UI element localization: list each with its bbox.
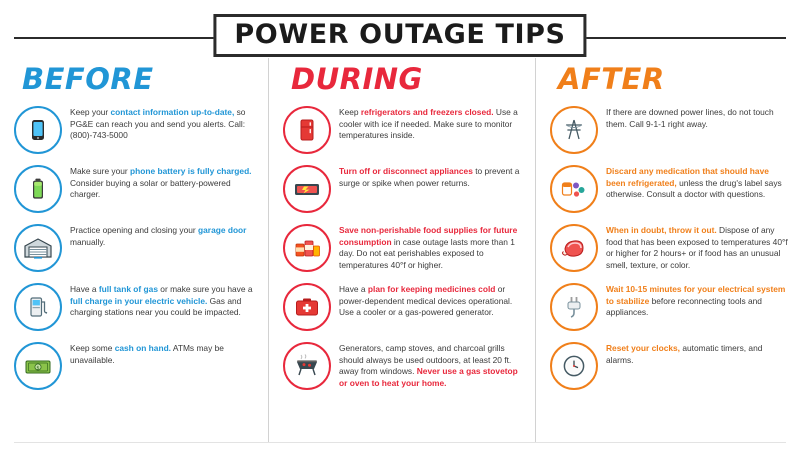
bbq-grill-icon <box>283 342 331 390</box>
tip-item <box>550 224 790 272</box>
tip-item <box>550 106 790 154</box>
tip-text: When in doubt, throw it out. Dispose of any food that has been exposed to temperatures 40°f or higher for 2 hours+ or if food has an unusual smell, texture, or color. <box>606 225 788 270</box>
cash-icon <box>14 342 62 390</box>
tip-text: Have a full tank of gas or make sure you have a full charge in your electric vehicle. Gas and charging stations near you could be impacted. <box>70 284 253 318</box>
tip-item <box>550 283 790 331</box>
canned-food-icon <box>283 224 331 272</box>
tip-text: Reset your clocks, automatic timers, and alarms. <box>606 343 763 365</box>
tip-text: Keep your contact information up-to-date, so PG&E can reach you and send you alerts. Call: (800)-743-5000 <box>70 107 246 141</box>
tip-item <box>550 342 790 390</box>
page-title: POWER OUTAGE TIPS <box>234 19 566 50</box>
unplug-appliance-icon <box>283 165 331 213</box>
tip-text: Practice opening and closing your garage door manually. <box>70 225 247 247</box>
tip-item <box>283 224 525 272</box>
column-after <box>536 58 800 443</box>
power-line-icon <box>550 106 598 154</box>
tips-columns <box>0 58 800 443</box>
tip-text: Discard any medication that should have been refrigerated, unless the drug's label says otherwise. Consult a doctor with questions. <box>606 166 782 200</box>
garage-door-icon <box>14 224 62 272</box>
tip-item <box>14 224 258 272</box>
column-during <box>268 58 536 443</box>
tip-item <box>283 283 525 331</box>
column-heading-after: AFTER <box>558 62 665 96</box>
tip-text: If there are downed power lines, do not touch them. Call 9-1-1 right away. <box>606 107 774 129</box>
tip-item <box>283 165 525 213</box>
footer-rule <box>14 442 786 443</box>
gas-pump-icon <box>14 283 62 331</box>
clock-icon <box>550 342 598 390</box>
title-banner <box>0 8 800 52</box>
tip-text: Wait 10-15 minutes for your electrical system to stabilize before reconnecting tools and appliances. <box>606 284 786 318</box>
tip-text: Generators, camp stoves, and charcoal grills should always be used outdoors, at least 20 ft. away from windows. Never use a gas stovetop or oven to heat your home. <box>339 343 518 388</box>
column-heading-during: DURING <box>291 62 423 96</box>
tip-item <box>14 106 258 154</box>
svg-text:$: $ <box>36 365 40 372</box>
tip-item <box>550 165 790 213</box>
tip-text: Save non-perishable food supplies for future consumption in case outage lasts more than 1 day. Do not eat perishables exposed to temperatures 40°f or higher. <box>339 225 518 270</box>
tip-text: Make sure your phone battery is fully charged. Consider buying a solar or battery-powered charger. <box>70 166 252 200</box>
medication-icon <box>550 165 598 213</box>
tip-item <box>14 165 258 213</box>
tip-item <box>14 342 258 390</box>
smartphone-icon <box>14 106 62 154</box>
plug-icon <box>550 283 598 331</box>
tip-item <box>14 283 258 331</box>
tip-text: Keep some cash on hand. ATMs may be unavailable. <box>70 343 224 365</box>
title-box <box>213 14 586 57</box>
tip-item <box>283 106 525 154</box>
tip-item <box>283 342 525 390</box>
refrigerator-icon <box>283 106 331 154</box>
first-aid-kit-icon <box>283 283 331 331</box>
tip-text: Keep refrigerators and freezers closed. Use a cooler with ice if needed. Make sure to monitor temperatures inside. <box>339 107 518 141</box>
column-heading-before: BEFORE <box>22 62 154 96</box>
raw-meat-icon <box>550 224 598 272</box>
battery-icon <box>14 165 62 213</box>
tip-text: Have a plan for keeping medicines cold or power-dependent medical devices operational. Use a cooler or a gas-powered generator. <box>339 284 513 318</box>
tip-text: Turn off or disconnect appliances to prevent a surge or spike when power returns. <box>339 166 520 188</box>
column-before <box>0 58 268 443</box>
